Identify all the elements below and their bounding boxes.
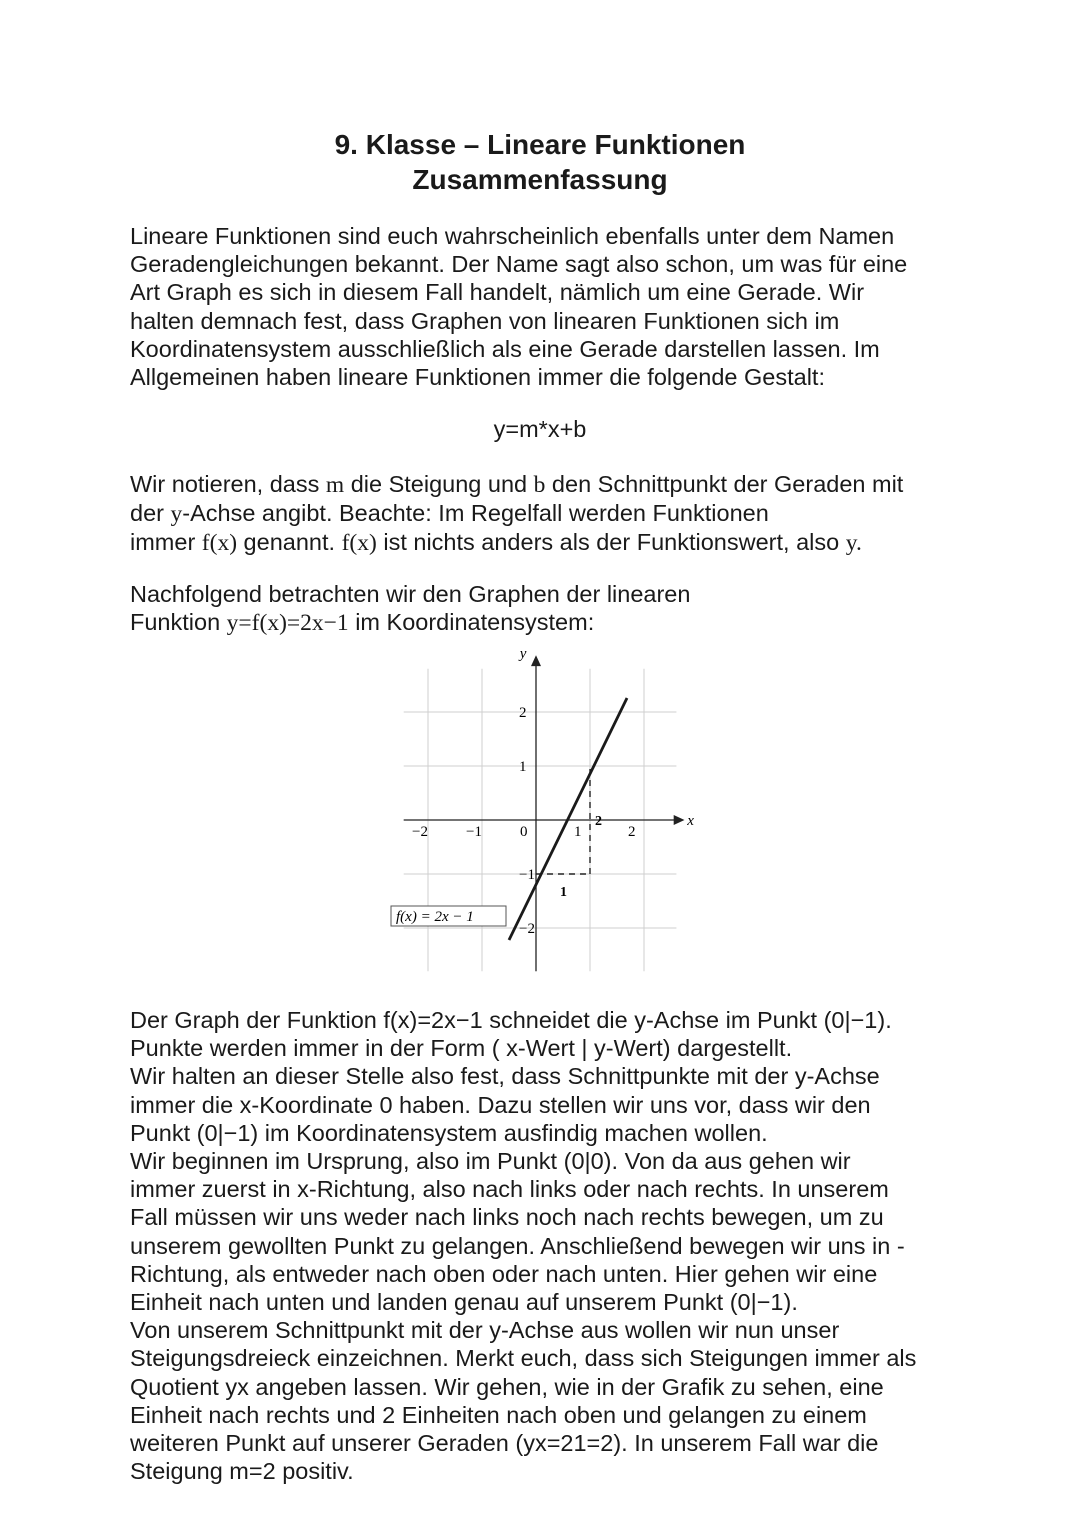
y-axis-arrow bbox=[531, 655, 541, 666]
x-tick-label: −1 bbox=[466, 824, 482, 840]
body-line: Einheit nach unten und landen genau auf unserem Punkt (0|−1). bbox=[130, 1289, 798, 1316]
x-axis-arrow bbox=[674, 815, 685, 825]
title-line-1: 9. Klasse – Lineare Funktionen bbox=[334, 129, 746, 160]
intro-line: Geradengleichungen bekannt. Der Name sagt also schon, um was für eine bbox=[130, 251, 908, 278]
body-line: Einheit nach rechts und 2 Einheiten nach oben und gelangen zu einem bbox=[130, 1401, 867, 1428]
body-line: Quotient yx angeben lassen. Wir gehen, wie in der Grafik zu sehen, eine bbox=[130, 1373, 884, 1400]
body-line: Richtung, als entweder nach oben oder nach unten. Hier gehen wir eine bbox=[130, 1260, 878, 1287]
body-line: Wir beginnen im Ursprung, also im Punkt (0|0). Von da aus gehen wir bbox=[130, 1148, 851, 1175]
graph-intro-line-2: Funktion y=f(x)=2x−1 im Koordinatensystem: bbox=[130, 609, 595, 637]
explanation-paragraph bbox=[130, 1006, 990, 1485]
graph-intro-paragraph bbox=[130, 580, 990, 637]
y-axis-label: y bbox=[519, 646, 527, 662]
body-line: Fall müssen wir uns weder nach links noch nach rechts bewegen, um zu bbox=[130, 1204, 884, 1231]
notes-paragraph bbox=[130, 470, 990, 558]
body-line: Von unserem Schnittpunkt mit der y-Achse aus wollen wir nun unser bbox=[130, 1317, 840, 1344]
graph-intro-line-1: Nachfolgend betrachten wir den Graphen der linearen bbox=[130, 581, 691, 607]
intro-line: Lineare Funktionen sind euch wahrscheinlich ebenfalls unter dem Namen bbox=[130, 223, 895, 249]
notes-line-3: immer f(x) genannt. f(x) ist nichts anders als der Funktionswert, also y. bbox=[130, 529, 862, 557]
intro-paragraph bbox=[130, 222, 990, 391]
intro-line: Allgemeinen haben lineare Funktionen immer die folgende Gestalt: bbox=[130, 364, 825, 391]
function-label: f(x) = 2x − 1 bbox=[396, 909, 474, 925]
slope-rise-label: 2 bbox=[595, 814, 602, 829]
intro-line: Koordinatensystem ausschließlich als eine Gerade darstellen lassen. Im bbox=[130, 335, 880, 362]
body-line: immer die x-Koordinate 0 haben. Dazu stellen wir uns vor, dass wir den bbox=[130, 1091, 871, 1118]
general-formula: y=m*x+b bbox=[493, 416, 587, 442]
body-line: Steigung m=2 positiv. bbox=[130, 1458, 354, 1485]
notes-line-1: Wir notieren, dass m die Steigung und b den Schnittpunkt der Geraden mit bbox=[130, 471, 904, 498]
intro-line: Art Graph es sich in diesem Fall handelt, nämlich um eine Gerade. Wir bbox=[130, 279, 865, 306]
x-tick-label: 2 bbox=[628, 824, 636, 840]
x-axis-label: x bbox=[687, 813, 694, 829]
y-tick-label: −1 bbox=[519, 867, 535, 883]
title-line-2: Zusammenfassung bbox=[412, 164, 668, 195]
y-tick-label: 2 bbox=[519, 705, 527, 721]
body-line: Der Graph der Funktion f(x)=2x−1 schneidet die y-Achse im Punkt (0|−1). bbox=[130, 1007, 892, 1033]
body-line: Wir halten an dieser Stelle also fest, dass Schnittpunkte mit der y-Achse bbox=[130, 1063, 880, 1090]
x-tick-label: −2 bbox=[412, 824, 428, 840]
body-line: unserem gewollten Punkt zu gelangen. Anschließend bewegen wir uns in - bbox=[130, 1232, 905, 1259]
body-line: Punkt (0|−1) im Koordinatensystem ausfindig machen wollen. bbox=[130, 1119, 768, 1146]
body-line: weiteren Punkt auf unserer Geraden (yx=21=2). In unserem Fall war die bbox=[130, 1430, 879, 1457]
body-line: Punkte werden immer in der Form ( x-Wert | y-Wert) dargestellt. bbox=[130, 1035, 793, 1062]
notes-line-2: der y-Achse angibt. Beachte: Im Regelfall werden Funktionen bbox=[130, 500, 769, 528]
intro-line: halten demnach fest, dass Graphen von linearen Funktionen sich im bbox=[130, 307, 840, 334]
function-line bbox=[509, 698, 627, 940]
y-tick-label: 1 bbox=[519, 759, 527, 775]
x-tick-label: 1 bbox=[574, 824, 582, 840]
body-line: Steigungsdreieck einzeichnen. Merkt euch, dass sich Steigungen immer als bbox=[130, 1345, 917, 1372]
slope-run-label: 1 bbox=[560, 885, 567, 900]
body-line: immer zuerst in x-Richtung, also nach links oder nach rechts. In unserem bbox=[130, 1176, 889, 1203]
y-tick-label: −2 bbox=[519, 921, 535, 937]
function-graph bbox=[385, 646, 695, 978]
x-tick-label: 0 bbox=[520, 824, 528, 840]
